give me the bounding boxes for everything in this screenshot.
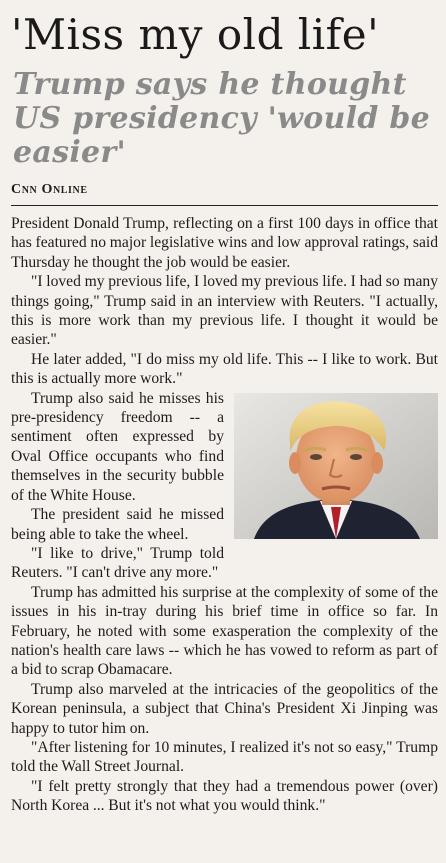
subheadline: Trump says he thought US presidency 'would be easier' <box>13 67 431 170</box>
byline-rule <box>11 205 438 206</box>
paragraph-8: Trump also marveled at the intricacies of the geopolitics of the Korean peninsula, a subject that China's President Xi Jinping was happy to tutor him on. <box>11 680 438 737</box>
paragraph-1: President Donald Trump, reflecting on a first 100 days in office that has featured no major legislative wins and low approval ratings, said Thursday he thought the job would be easier. <box>11 215 438 271</box>
paragraph-7: Trump has admitted his surprise at the complexity of some of the issues in his in-tray during his brief time in office so far. In February, he noted with some exasperation the complexity of the nation's health care laws -- which he has vowed to reform as part of a bid to scrap Obamacare. <box>11 583 438 679</box>
portrait-illustration <box>234 393 438 539</box>
paragraph-5: The president said he missed being able to take the wheel. <box>11 506 224 543</box>
paragraph-6: "I like to drive," Trump told Reuters. "I can't drive any more." <box>11 544 224 582</box>
article-body <box>11 214 438 816</box>
byline: Cnn Online <box>11 182 88 197</box>
trump-portrait-photo <box>234 393 438 539</box>
paragraph-9: "After listening for 10 minutes, I realized it's not so easy," Trump told the Wall Street Journal. <box>11 738 438 776</box>
paragraph-3: He later added, "I do miss my old life. This -- I like to work. But this is actually more work." <box>11 350 438 388</box>
paragraph-4: Trump also said he misses his pre-presidency freedom -- a sentiment often expressed by Oval Office occupants who find themselves in the security bubble of the White House. <box>11 389 224 504</box>
paragraph-2: "I loved my previous life, I loved my previous life. I had so many things going," Trump said in an interview with Reuters. "I actually, this is more work than my previous life. I thought it would be easier." <box>11 273 438 349</box>
headline: 'Miss my old life' <box>11 10 380 59</box>
paragraph-10: "I felt pretty strongly that they had a tremendous power (over) North Korea ... But it's not what you would think." <box>11 777 438 815</box>
